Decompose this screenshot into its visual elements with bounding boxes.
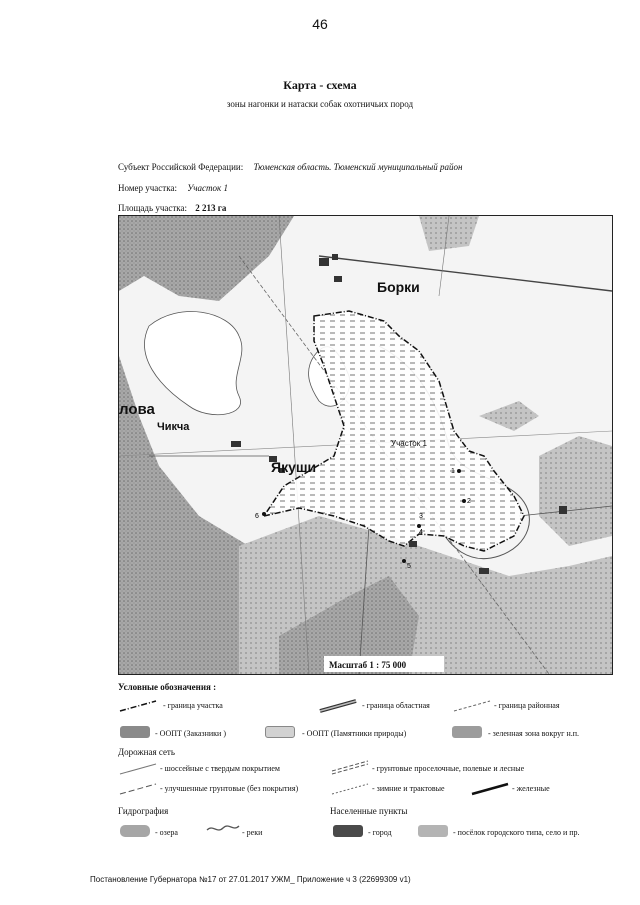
- point-marker: [462, 499, 466, 503]
- highway-symbol: [118, 760, 158, 776]
- legend-title: Условные обозначения :: [118, 682, 217, 692]
- legend-city: - город: [368, 828, 392, 837]
- settlement-block: [479, 568, 489, 574]
- town-symbol: [418, 825, 448, 837]
- page-number: 46: [312, 16, 328, 32]
- map-scheme: [118, 215, 613, 675]
- green-zone-symbol: [452, 726, 482, 738]
- plot-number-value: Участок 1: [187, 183, 229, 193]
- point-marker: [262, 512, 266, 516]
- district-boundary-symbol: [452, 697, 492, 713]
- dirt-roads-symbol: [330, 760, 370, 776]
- regional-boundary-symbol: [318, 697, 358, 713]
- city-symbol: [333, 825, 363, 837]
- area-label: Площадь участка:: [118, 203, 188, 213]
- legend-oopt-zakazniki: - ООПТ (Заказники ): [155, 729, 226, 738]
- settlement-block: [319, 258, 329, 266]
- point-label: 4: [419, 529, 423, 536]
- point-label: 6: [255, 513, 259, 520]
- map-scale: Масштаб 1 : 75 000: [329, 660, 407, 670]
- rivers-symbol: [205, 820, 241, 836]
- page-footer: Постановление Губернатора №17 от 27.01.2017 УЖМ_ Приложение ч 3 (22699309 v1): [90, 875, 411, 884]
- area-value: 2 213 га: [195, 203, 227, 213]
- point-marker: [417, 524, 421, 528]
- legend-town: - посёлок городского типа, село и пр.: [453, 828, 580, 837]
- subject-label: Субъект Российской Федерации:: [118, 162, 244, 172]
- point-marker: [402, 559, 406, 563]
- label-chikcha: Чикча: [157, 421, 190, 433]
- legend-rivers: - реки: [242, 828, 263, 837]
- roads-section-title: Дорожная сеть: [118, 747, 175, 757]
- point-label: 2: [467, 498, 471, 505]
- point-label: 1: [451, 468, 455, 475]
- legend-improved-roads: - улучшенные грунтовые (без покрытия): [160, 784, 299, 793]
- plot-number-row: [118, 183, 228, 193]
- plot-number-label: Номер участка:: [118, 183, 177, 193]
- oopt-zakazniki-symbol: [120, 726, 150, 738]
- legend-highway: - шоссейные с твердым покрытием: [160, 764, 280, 773]
- subject-row: [118, 162, 462, 172]
- legend-dirt-roads: - грунтовые проселочные, полевые и лесные: [372, 764, 525, 773]
- label-plot: Участок 1: [391, 439, 427, 448]
- point-label: 3: [419, 513, 423, 520]
- legend-winter-roads: - зимние и трактовые: [372, 784, 445, 793]
- legend-lakes: - озера: [155, 828, 178, 837]
- label-yakushi: Якуши: [271, 459, 317, 475]
- area-row: [118, 203, 226, 213]
- lakes-symbol: [120, 825, 150, 837]
- legend-district-boundary: - граница районная: [494, 701, 560, 710]
- map-canvas: [119, 216, 612, 674]
- legend-plot-boundary: - граница участка: [163, 701, 223, 710]
- oopt-monuments-symbol: [265, 726, 295, 738]
- legend-oopt-monuments: - ООПТ (Памятники природы): [302, 729, 407, 738]
- winter-roads-symbol: [330, 780, 370, 796]
- hydro-section-title: Гидрография: [118, 806, 169, 816]
- settlement-block: [231, 441, 241, 447]
- settlement-block: [334, 276, 342, 282]
- point-label: 5: [407, 563, 411, 570]
- legend-regional-boundary: - граница областная: [362, 701, 430, 710]
- legend-railway: - железные: [512, 784, 550, 793]
- settlement-block: [409, 541, 417, 547]
- label-lova: лова: [119, 401, 155, 418]
- page-title: Карта - схема: [283, 78, 357, 92]
- settlements-section-title: Населенные пункты: [330, 806, 408, 816]
- subject-value: Тюменская область. Тюменский муниципальный район: [253, 162, 463, 172]
- settlement-block: [559, 506, 567, 514]
- improved-roads-symbol: [118, 780, 158, 796]
- plot-boundary-symbol: [118, 697, 158, 713]
- point-marker: [457, 469, 461, 473]
- settlement-block: [332, 254, 338, 260]
- railway-symbol: [470, 780, 510, 796]
- page-subtitle: зоны нагонки и натаски собак охотничьих пород: [226, 99, 414, 109]
- legend-green-zone: - зеленная зона вокруг н.п.: [488, 729, 580, 738]
- label-borki: Борки: [377, 279, 420, 295]
